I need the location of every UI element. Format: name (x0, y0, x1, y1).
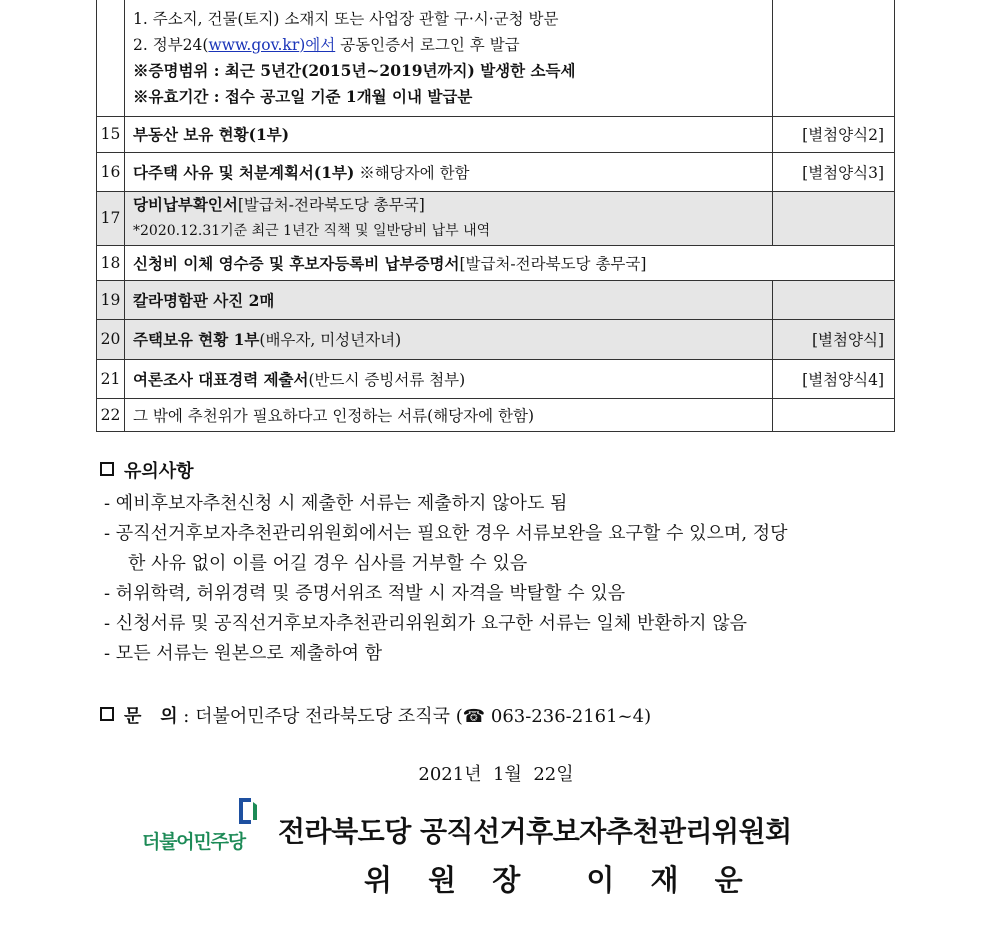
party-logo (142, 796, 264, 856)
row-number: 15 (97, 116, 125, 152)
notes-heading-text: 유의사항 (124, 461, 194, 482)
table-row (97, 359, 895, 398)
item-text: 2. 정부24( (133, 35, 209, 54)
contact-separator: : (177, 706, 196, 727)
list-item: - 신청서류 및 공직선거후보자추천관리위원회가 요구한 서류는 일체 반환하지 않음 (104, 613, 748, 634)
table-row (97, 0, 895, 116)
document-extra: [발급처-전라북도당 총무국] (459, 254, 647, 273)
table-row (97, 152, 895, 191)
item-line (133, 192, 764, 218)
table-row (97, 280, 895, 319)
party-logo-text: 더불어민주당 (142, 831, 245, 853)
contact-org: 더불어민주당 전라북도당 조직국 ( (195, 706, 463, 727)
row-note (773, 398, 895, 431)
committee-name: 전라북도당 공직선거후보자추천관리위원회 (278, 815, 792, 848)
row-note: [별첨양식3] (773, 152, 895, 191)
gov24-link[interactable]: www.gov.kr (208, 35, 300, 54)
item-line: ※증명범위 : 최근 5년간(2015년~2019년까지) 발생한 소득세 (133, 60, 576, 80)
row-number: 18 (97, 245, 125, 280)
item-line: ※유효기간 : 접수 공고일 기준 1개월 이내 발급분 (133, 86, 473, 106)
row-content (125, 280, 773, 319)
item-line (133, 32, 764, 58)
list-item: - 공직선거후보자추천관리위원회에서는 필요한 경우 서류보완을 요구할 수 있으며, 정당 (104, 523, 788, 544)
table-row (97, 245, 895, 280)
item-text: 공동인증서 로그인 후 발급 (335, 35, 520, 54)
row-content (125, 116, 773, 152)
document-title: 칼라명함판 사진 2매 (133, 290, 275, 310)
required-documents-table (96, 0, 895, 432)
row-number: 16 (97, 152, 125, 191)
chairperson: 위 원 장 이 재 운 (364, 863, 749, 897)
document-title: 여론조사 대표경력 제출서 (133, 369, 309, 389)
document-title: 신청비 이체 영수증 및 후보자등록비 납부증명서 (133, 253, 460, 273)
row-note (773, 0, 895, 116)
item-line: *2020.12.31기준 최근 1년간 직책 및 일반당비 납부 내역 (133, 223, 491, 239)
row-content (125, 245, 895, 280)
row-content (125, 319, 773, 359)
row-content (125, 359, 773, 398)
document-title: 당비납부확인서 (133, 195, 238, 214)
document-extra: (배우자, 미성년자녀) (259, 331, 402, 349)
phone-icon: ☎ (462, 706, 486, 727)
row-content (125, 0, 773, 116)
row-content (125, 191, 773, 245)
table-row (97, 398, 895, 431)
document-extra: (반드시 증빙서류 첨부) (308, 370, 466, 389)
row-content (125, 152, 773, 191)
document-title: 다주택 사유 및 처분계획서(1부) (133, 162, 355, 182)
row-note: [별첨양식4] (773, 359, 895, 398)
list-item: - 허위학력, 허위경력 및 증명서위조 적발 시 자격을 박탈할 수 있음 (104, 583, 626, 604)
checkbox-square-icon (100, 707, 114, 721)
document-title: 부동산 보유 현황(1부) (133, 125, 290, 144)
table-row (97, 191, 895, 245)
contact-phone: 063-236-2161~4) (485, 706, 652, 727)
row-number: 20 (97, 319, 125, 359)
contact-line (100, 702, 651, 728)
link-suffix[interactable]: )에서 (299, 35, 336, 54)
contact-label: 문 의 (124, 706, 178, 727)
document-date: 2021년 1월 22일 (418, 764, 574, 785)
row-number (97, 0, 125, 116)
row-note: [별첨양식] (773, 319, 895, 359)
row-number: 22 (97, 398, 125, 431)
document-extra: [발급처-전라북도당 총무국] (237, 196, 425, 214)
row-note (773, 191, 895, 245)
document-title: 그 밖에 추천위가 필요하다고 인정하는 서류(해당자에 한함) (133, 406, 535, 425)
table-row (97, 116, 895, 152)
row-number: 19 (97, 280, 125, 319)
row-number: 21 (97, 359, 125, 398)
row-number: 17 (97, 191, 125, 245)
row-note: [별첨양식2] (773, 116, 895, 152)
row-note (773, 280, 895, 319)
row-content (125, 398, 773, 431)
list-item: - 예비후보자추천신청 시 제출한 서류는 제출하지 않아도 됨 (104, 493, 568, 514)
checkbox-square-icon (100, 462, 114, 476)
item-line: 1. 주소지, 건물(토지) 소재지 또는 사업장 관할 구·시·군청 방문 (133, 9, 559, 28)
notes-list (104, 489, 788, 669)
document-extra: ※해당자에 한함 (354, 163, 470, 182)
list-item-continuation: 한 사유 없이 이를 어길 경우 심사를 거부할 수 있음 (128, 553, 528, 574)
party-logo-mark-icon (237, 796, 259, 826)
document-title: 주택보유 현황 1부 (133, 330, 260, 349)
table-row (97, 319, 895, 359)
notes-heading (100, 457, 194, 483)
list-item: - 모든 서류는 원본으로 제출하여 함 (104, 643, 383, 664)
